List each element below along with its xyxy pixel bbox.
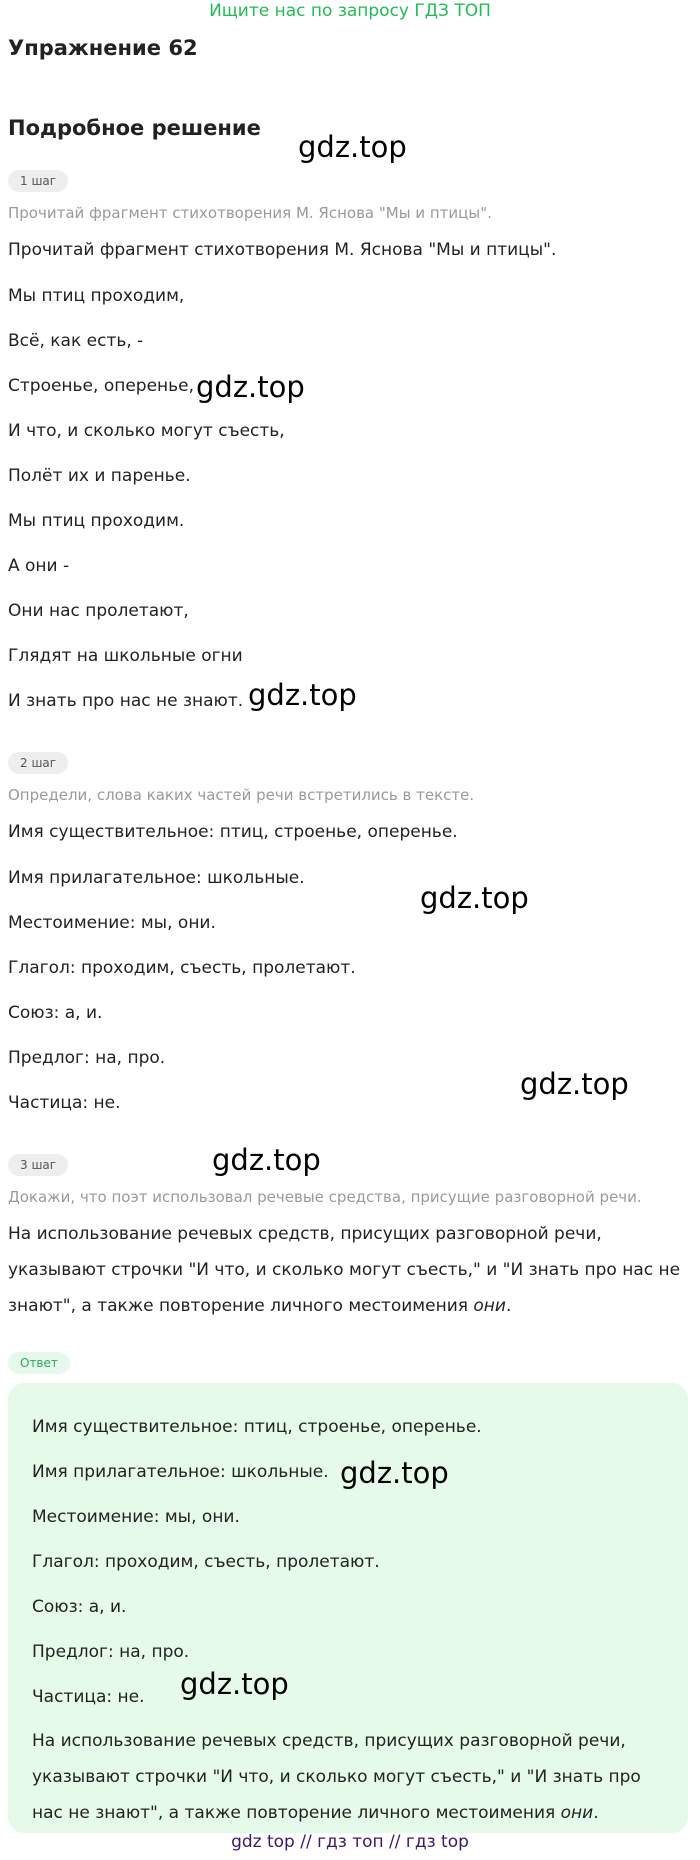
- watermark: gdz.top: [420, 881, 529, 915]
- step-3-hint: Докажи, что поэт использовал речевые средства, присущие разговорной речи.: [8, 1188, 642, 1206]
- poem-line: А они -: [8, 556, 70, 576]
- step-2-hint: Определи, слова каких частей речи встретились в тексте.: [8, 786, 475, 804]
- poem-line: Мы птиц проходим.: [8, 511, 185, 531]
- answer-badge: Ответ: [8, 1352, 70, 1374]
- poem-line: Строенье, оперенье,: [8, 376, 195, 396]
- step-2-line: Местоимение: мы, они.: [8, 913, 216, 933]
- watermark: gdz.top: [212, 1143, 321, 1177]
- answer-line: Местоимение: мы, они.: [32, 1507, 240, 1527]
- answer-line: Имя существительное: птиц, строенье, оперенье.: [32, 1417, 482, 1437]
- search-banner[interactable]: Ищите нас по запросу ГДЗ ТОП: [209, 1, 491, 21]
- step-2-line: Имя прилагательное: школьные.: [8, 868, 305, 888]
- step-2-line: Частица: не.: [8, 1093, 121, 1113]
- answer-line: Союз: а, и.: [32, 1597, 127, 1617]
- watermark: gdz.top: [340, 1456, 449, 1490]
- page-title: Упражнение 62: [8, 36, 198, 60]
- step-2-line: Имя существительное: птиц, строенье, оперенье.: [8, 822, 458, 842]
- watermark: gdz.top: [520, 1067, 629, 1101]
- step-2-line: Союз: а, и.: [8, 1003, 103, 1023]
- footer-links[interactable]: gdz top // гдз топ // гдз top: [231, 1832, 469, 1852]
- poem-line: И что, и сколько могут съесть,: [8, 421, 285, 441]
- watermark: gdz.top: [298, 130, 407, 164]
- step-3-paragraph: На использование речевых средств, присущих разговорной речи, указывают строчки "И что, и сколько могут съесть," и "И знать про нас не знают", а также повторение личного местоимения они.: [8, 1224, 681, 1316]
- step-1-badge: 1 шаг: [8, 170, 68, 192]
- step-1-hint: Прочитай фрагмент стихотворения М. Яснова "Мы и птицы".: [8, 204, 492, 222]
- answer-box: [8, 1383, 688, 1833]
- answer-line: Предлог: на, про.: [32, 1642, 190, 1662]
- poem-line: Они нас пролетают,: [8, 601, 189, 621]
- poem-line: И знать про нас не знают.: [8, 691, 244, 711]
- answer-line: Частица: не.: [32, 1687, 145, 1707]
- italic-pronoun: они: [560, 1803, 594, 1823]
- watermark: gdz.top: [248, 678, 357, 712]
- answer-line: Имя прилагательное: школьные.: [32, 1462, 329, 1482]
- step-1-line: Прочитай фрагмент стихотворения М. Яснова "Мы и птицы".: [8, 240, 557, 260]
- step-2-badge: 2 шаг: [8, 752, 68, 774]
- step-2-line: Глагол: проходим, съесть, пролетают.: [8, 958, 356, 978]
- italic-pronoun: они: [473, 1296, 506, 1316]
- poem-line: Полёт их и паренье.: [8, 466, 191, 486]
- step-2-line: Предлог: на, про.: [8, 1048, 166, 1068]
- answer-paragraph: На использование речевых средств, присущих разговорной речи, указывают строчки "И что, и сколько могут съесть," и "И знать про нас не знают", а также повторение личного местоимения они.: [32, 1731, 641, 1823]
- poem-line: Всё, как есть, -: [8, 331, 144, 351]
- poem-line: Глядят на школьные огни: [8, 646, 243, 666]
- answer-line: Глагол: проходим, съесть, пролетают.: [32, 1552, 380, 1572]
- poem-line: Мы птиц проходим,: [8, 286, 185, 306]
- watermark: gdz.top: [180, 1667, 289, 1701]
- watermark: gdz.top: [196, 370, 305, 404]
- section-title: Подробное решение: [8, 116, 261, 140]
- step-3-badge: 3 шаг: [8, 1154, 68, 1176]
